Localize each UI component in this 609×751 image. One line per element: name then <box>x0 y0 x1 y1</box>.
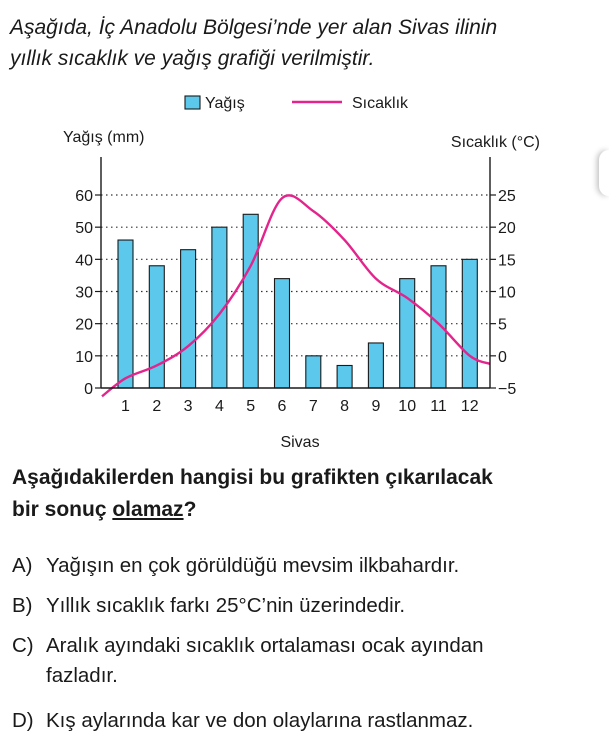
x-tick-label: 9 <box>371 398 381 415</box>
x-tick-label: 10 <box>398 398 417 415</box>
question-line-2-start: bir sonuç <box>12 498 113 521</box>
x-tick-label: 8 <box>340 398 350 415</box>
option-c-letter: C) <box>12 634 34 657</box>
x-tick-label: 5 <box>246 398 256 415</box>
question-text <box>12 462 493 526</box>
y-right-tick-label: 15 <box>498 252 516 270</box>
option-b-text: Yıllık sıcaklık farkı 25°C’nin üzerindedir. <box>46 594 406 617</box>
x-tick-label: 1 <box>121 398 130 415</box>
option-a[interactable] <box>12 551 459 580</box>
y-right-tick-label: 20 <box>498 220 516 238</box>
y-left-tick-label: 40 <box>75 252 93 270</box>
legend-line-label: Sıcaklık <box>352 95 409 112</box>
y-right-tick-label: 25 <box>498 188 516 205</box>
x-tick-label: 3 <box>183 398 193 415</box>
y-left-tick-label: 10 <box>75 348 93 366</box>
y-right-tick-label: −5 <box>498 381 517 398</box>
precip-bar <box>118 240 133 388</box>
y-right-tick-label: 0 <box>498 348 507 366</box>
legend-bar-label: Yağış <box>205 95 245 112</box>
intro-line-2: yıllık sıcaklık ve yağış grafiği verilmiştir. <box>10 47 375 70</box>
option-c-cont-text: fazladır. <box>46 664 118 687</box>
question-line-1: Aşağıdakilerden hangisi bu grafikten çıkarılacak <box>12 466 493 489</box>
legend-bar-swatch <box>185 96 200 109</box>
option-d-letter: D) <box>12 709 34 732</box>
option-c[interactable] <box>12 631 484 660</box>
option-d[interactable] <box>12 706 473 735</box>
option-a-text: Yağışın en çok görüldüğü mevsim ilkbahardır. <box>46 554 460 577</box>
option-d-text: Kış aylarında kar ve don olaylarına rastlanmaz. <box>46 709 474 732</box>
precip-bar <box>275 279 290 388</box>
y-right-tick-label: 10 <box>498 284 516 302</box>
x-axis-title: Sivas <box>280 434 320 451</box>
y-left-tick-label: 60 <box>75 188 93 205</box>
option-b-letter: B) <box>12 594 33 617</box>
x-tick-label: 2 <box>152 398 162 415</box>
x-tick-label: 7 <box>308 398 318 415</box>
precip-bar <box>462 259 477 388</box>
side-tab-handle[interactable] <box>599 150 609 196</box>
y-left-tick-label: 20 <box>75 316 93 334</box>
x-tick-label: 12 <box>460 398 479 415</box>
y-left-tick-label: 30 <box>75 284 93 302</box>
precip-bar <box>337 365 352 388</box>
option-a-letter: A) <box>12 554 33 577</box>
y-right-axis-title: Sıcaklık (°C) <box>450 134 540 151</box>
precip-bar <box>431 266 446 388</box>
option-b[interactable] <box>12 591 405 620</box>
x-tick-label: 6 <box>277 398 287 415</box>
precip-bar <box>149 266 164 388</box>
y-left-tick-label: 50 <box>75 220 93 238</box>
precip-bar <box>368 343 383 388</box>
question-emphasis: olamaz <box>112 498 184 521</box>
y-right-tick-label: 5 <box>498 316 507 334</box>
question-line-2 <box>12 494 493 526</box>
x-tick-label: 11 <box>430 398 447 415</box>
precipitation-bars <box>118 214 477 388</box>
y-left-tick-label: 0 <box>84 381 93 398</box>
precip-bar <box>181 250 196 388</box>
x-tick-label: 4 <box>214 398 224 415</box>
option-c-text: Aralık ayındaki sıcaklık ortalaması ocak ayından <box>46 634 484 657</box>
precip-bar <box>306 356 321 388</box>
option-c-continued[interactable] <box>12 661 118 690</box>
intro-line-1: Aşağıda, İç Anadolu Bölgesi’nde yer alan Sivas ilinin <box>10 16 498 39</box>
question-line-2-end: ? <box>183 498 197 521</box>
precip-bar <box>243 214 258 388</box>
y-left-axis-title: Yağış (mm) <box>63 129 145 146</box>
